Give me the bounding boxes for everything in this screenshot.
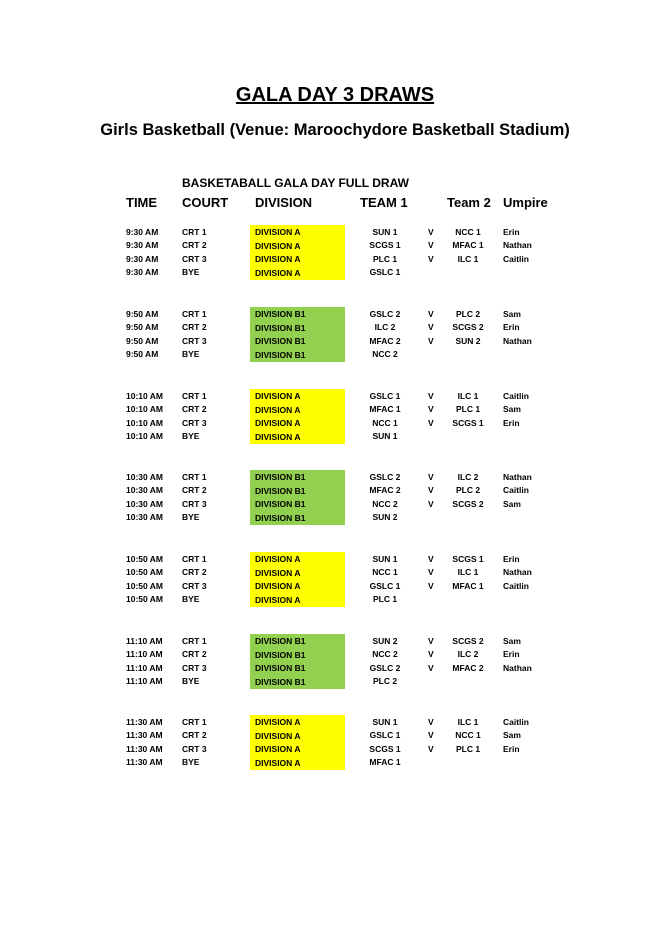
cell-vs: V [428, 226, 434, 237]
cell-team1: PLC 1 [372, 594, 398, 605]
table-title: BASKETABALL GALA DAY FULL DRAW [182, 176, 409, 190]
cell-court: CRT 1 [182, 471, 207, 482]
cell-division: DIVISION B1 [250, 497, 345, 511]
cell-time: 10:50 AM [126, 580, 164, 591]
cell-vs: V [428, 322, 434, 333]
cell-team1: PLC 1 [372, 253, 398, 264]
cell-court: CRT 3 [182, 498, 207, 509]
cell-time: 10:50 AM [126, 553, 164, 564]
cell-team1: NCC 2 [372, 649, 398, 660]
cell-court: BYE [182, 349, 200, 360]
cell-division: DIVISION B1 [250, 661, 345, 675]
cell-time: 9:50 AM [126, 322, 159, 333]
cell-umpire: Caitlin [503, 390, 529, 401]
cell-team1: SCGS 1 [369, 743, 401, 754]
cell-vs: V [428, 471, 434, 482]
cell-court: CRT 1 [182, 716, 207, 727]
cell-team1: MFAC 1 [369, 757, 401, 768]
cell-time: 10:30 AM [126, 485, 164, 496]
cell-division: DIVISION A [250, 593, 345, 607]
cell-vs: V [428, 485, 434, 496]
cell-court: CRT 1 [182, 308, 207, 319]
cell-court: CRT 3 [182, 417, 207, 428]
cell-time: 9:30 AM [126, 253, 159, 264]
cell-division: DIVISION B1 [250, 470, 345, 484]
cell-vs: V [428, 417, 434, 428]
cell-division: DIVISION B1 [250, 334, 345, 348]
cell-team2: SCGS 2 [452, 322, 484, 333]
cell-team1: GSLC 2 [369, 662, 401, 673]
cell-vs: V [428, 716, 434, 727]
cell-team2: ILC 2 [457, 649, 479, 660]
cell-division: DIVISION A [250, 552, 345, 566]
cell-umpire: Sam [503, 635, 521, 646]
cell-division: DIVISION A [250, 742, 345, 756]
cell-team2: SCGS 1 [452, 553, 484, 564]
cell-umpire: Erin [503, 226, 520, 237]
cell-vs: V [428, 662, 434, 673]
cell-time: 11:30 AM [126, 757, 163, 768]
cell-court: CRT 1 [182, 635, 207, 646]
cell-court: BYE [182, 757, 200, 768]
cell-team2: PLC 2 [455, 485, 481, 496]
cell-vs: V [428, 404, 434, 415]
cell-court: CRT 2 [182, 404, 207, 415]
cell-time: 10:10 AM [126, 390, 164, 401]
cell-division: DIVISION B1 [250, 634, 345, 648]
cell-team2: ILC 1 [457, 567, 479, 578]
cell-division: DIVISION B1 [250, 307, 345, 321]
cell-division: DIVISION A [250, 729, 345, 743]
cell-court: CRT 2 [182, 730, 207, 741]
cell-umpire: Erin [503, 743, 520, 754]
cell-vs: V [428, 498, 434, 509]
cell-vs: V [428, 567, 434, 578]
cell-time: 9:50 AM [126, 349, 159, 360]
cell-umpire: Sam [503, 308, 521, 319]
cell-court: BYE [182, 594, 200, 605]
cell-umpire: Caitlin [503, 253, 529, 264]
cell-court: CRT 2 [182, 649, 207, 660]
cell-team1: SUN 1 [372, 431, 398, 442]
cell-umpire: Nathan [503, 240, 532, 251]
cell-team2: NCC 1 [455, 226, 481, 237]
cell-team2: ILC 1 [457, 716, 479, 727]
cell-vs: V [428, 635, 434, 646]
cell-time: 9:30 AM [126, 267, 159, 278]
cell-time: 9:30 AM [126, 240, 159, 251]
cell-division: DIVISION A [250, 225, 345, 239]
cell-umpire: Sam [503, 730, 521, 741]
cell-team2: SUN 2 [455, 335, 481, 346]
cell-division: DIVISION A [250, 756, 345, 770]
cell-vs: V [428, 335, 434, 346]
cell-umpire: Nathan [503, 471, 532, 482]
cell-court: CRT 2 [182, 322, 207, 333]
header-division: DIVISION [255, 195, 313, 210]
cell-time: 11:10 AM [126, 662, 163, 673]
cell-court: CRT 2 [182, 567, 207, 578]
cell-team1: NCC 1 [372, 567, 398, 578]
cell-team1: SUN 1 [372, 716, 398, 727]
cell-team1: GSLC 1 [369, 390, 401, 401]
cell-court: CRT 3 [182, 335, 207, 346]
cell-court: CRT 3 [182, 662, 207, 673]
cell-team1: GSLC 2 [369, 471, 401, 482]
cell-time: 10:30 AM [126, 512, 164, 523]
cell-team2: ILC 1 [457, 253, 479, 264]
cell-team2: ILC 1 [457, 390, 479, 401]
cell-umpire: Sam [503, 498, 521, 509]
cell-team1: NCC 1 [372, 417, 398, 428]
cell-team2: SCGS 1 [452, 417, 484, 428]
cell-umpire: Erin [503, 417, 520, 428]
cell-vs: V [428, 580, 434, 591]
cell-vs: V [428, 730, 434, 741]
cell-vs: V [428, 743, 434, 754]
cell-time: 10:50 AM [126, 567, 164, 578]
cell-time: 10:30 AM [126, 498, 164, 509]
cell-court: CRT 1 [182, 553, 207, 564]
cell-time: 10:10 AM [126, 417, 164, 428]
cell-team1: NCC 2 [372, 498, 398, 509]
cell-team1: MFAC 2 [369, 335, 401, 346]
cell-court: BYE [182, 676, 200, 687]
cell-umpire: Nathan [503, 567, 532, 578]
cell-time: 11:10 AM [126, 676, 163, 687]
cell-team1: ILC 2 [374, 322, 396, 333]
cell-court: CRT 3 [182, 253, 207, 264]
cell-time: 11:30 AM [126, 716, 163, 727]
cell-team2: SCGS 2 [452, 635, 484, 646]
header-team1: TEAM 1 [360, 195, 408, 210]
cell-umpire: Erin [503, 553, 520, 564]
cell-team2: NCC 1 [455, 730, 481, 741]
cell-time: 10:10 AM [126, 404, 164, 415]
cell-time: 11:10 AM [126, 649, 163, 660]
cell-team1: GSLC 1 [369, 730, 401, 741]
cell-vs: V [428, 553, 434, 564]
cell-division: DIVISION B1 [250, 348, 345, 362]
cell-vs: V [428, 308, 434, 319]
cell-time: 9:50 AM [126, 335, 159, 346]
cell-team1: SCGS 1 [369, 240, 401, 251]
cell-team2: PLC 1 [455, 404, 481, 415]
page-title: GALA DAY 3 DRAWS [235, 84, 435, 106]
cell-umpire: Erin [503, 649, 520, 660]
page-subtitle: Girls Basketball (Venue: Maroochydore Basketball Stadium) [100, 121, 570, 139]
header-team2: Team 2 [447, 195, 491, 210]
cell-division: DIVISION A [250, 715, 345, 729]
cell-team1: GSLC 1 [369, 580, 401, 591]
cell-team1: PLC 2 [372, 676, 398, 687]
cell-division: DIVISION A [250, 266, 345, 280]
cell-court: CRT 1 [182, 226, 207, 237]
cell-division: DIVISION A [250, 579, 345, 593]
header-time: TIME [126, 195, 158, 210]
cell-time: 9:50 AM [126, 308, 159, 319]
cell-division: DIVISION B1 [250, 484, 345, 498]
cell-court: BYE [182, 512, 200, 523]
cell-division: DIVISION A [250, 403, 345, 417]
cell-vs: V [428, 253, 434, 264]
cell-division: DIVISION A [250, 430, 345, 444]
cell-umpire: Caitlin [503, 485, 529, 496]
cell-time: 11:10 AM [126, 635, 163, 646]
cell-court: CRT 2 [182, 485, 207, 496]
cell-time: 9:30 AM [126, 226, 159, 237]
cell-team1: MFAC 2 [369, 485, 401, 496]
cell-team2: MFAC 1 [452, 240, 484, 251]
cell-team1: SUN 2 [372, 635, 398, 646]
cell-court: BYE [182, 431, 200, 442]
cell-time: 10:30 AM [126, 471, 164, 482]
cell-court: CRT 1 [182, 390, 207, 401]
cell-umpire: Caitlin [503, 716, 529, 727]
cell-court: CRT 3 [182, 580, 207, 591]
cell-court: CRT 3 [182, 743, 207, 754]
cell-division: DIVISION B1 [250, 511, 345, 525]
cell-team2: PLC 1 [455, 743, 481, 754]
cell-team1: GSLC 2 [369, 308, 401, 319]
cell-division: DIVISION A [250, 416, 345, 430]
cell-time: 11:30 AM [126, 743, 163, 754]
cell-division: DIVISION A [250, 239, 345, 253]
cell-division: DIVISION B1 [250, 675, 345, 689]
cell-umpire: Nathan [503, 335, 532, 346]
cell-division: DIVISION A [250, 252, 345, 266]
cell-team1: MFAC 1 [369, 404, 401, 415]
cell-team2: PLC 2 [455, 308, 481, 319]
cell-time: 10:10 AM [126, 431, 164, 442]
cell-umpire: Erin [503, 322, 520, 333]
cell-vs: V [428, 240, 434, 251]
cell-team1: SUN 1 [372, 553, 398, 564]
header-umpire: Umpire [503, 195, 548, 210]
cell-team2: MFAC 2 [452, 662, 484, 673]
cell-division: DIVISION B1 [250, 648, 345, 662]
cell-court: CRT 2 [182, 240, 207, 251]
cell-time: 10:50 AM [126, 594, 164, 605]
cell-vs: V [428, 649, 434, 660]
cell-umpire: Nathan [503, 662, 532, 673]
cell-division: DIVISION A [250, 389, 345, 403]
cell-team1: SUN 1 [372, 226, 398, 237]
cell-court: BYE [182, 267, 200, 278]
cell-division: DIVISION A [250, 566, 345, 580]
header-court: COURT [182, 195, 229, 210]
cell-team1: NCC 2 [372, 349, 398, 360]
cell-umpire: Caitlin [503, 580, 529, 591]
cell-team2: MFAC 1 [452, 580, 484, 591]
cell-team2: ILC 2 [457, 471, 479, 482]
cell-division: DIVISION B1 [250, 321, 345, 335]
cell-umpire: Sam [503, 404, 521, 415]
cell-team1: GSLC 1 [369, 267, 401, 278]
cell-team2: SCGS 2 [452, 498, 484, 509]
cell-time: 11:30 AM [126, 730, 163, 741]
cell-vs: V [428, 390, 434, 401]
cell-team1: SUN 2 [372, 512, 398, 523]
